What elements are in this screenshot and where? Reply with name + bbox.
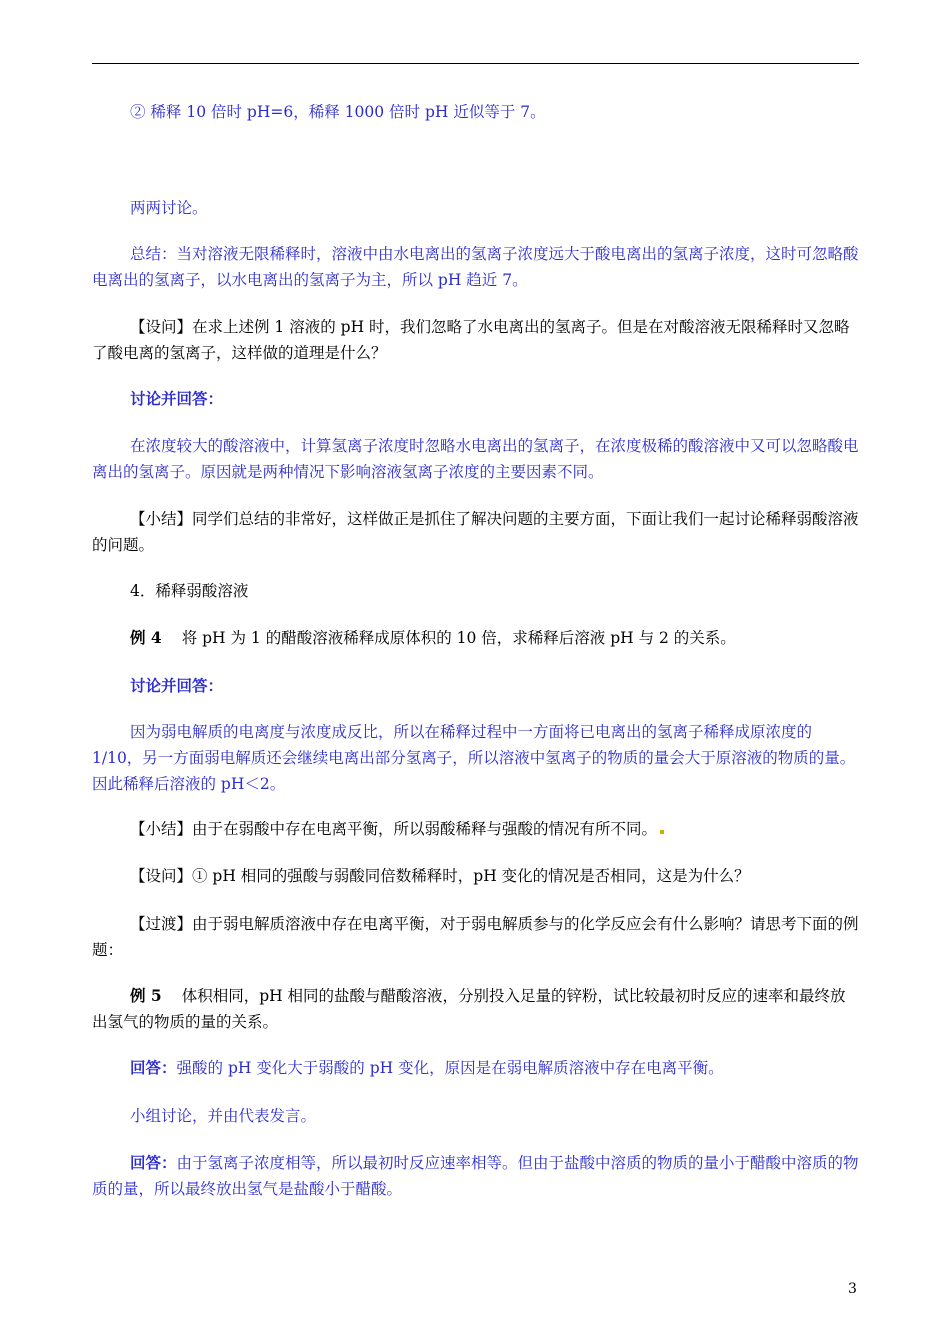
yellow-dot-mark xyxy=(660,830,664,834)
paragraph-group-discussion: 小组讨论，并由代表发言。 xyxy=(130,1107,317,1125)
paragraph-transition: 【过渡】由于弱电解质溶液中存在电离平衡，对于弱电解质参与的化学反应会有什么影响？请思考下面的例题： xyxy=(92,915,859,959)
heading-discuss-answer-2: 讨论并回答： xyxy=(130,676,224,695)
paragraph-brief-summary-2 xyxy=(92,816,859,842)
example-4-label: 例 4 xyxy=(130,628,162,647)
page-number: 3 xyxy=(848,1281,857,1297)
example-4-text: 将 pH 为 1 的醋酸溶液稀释成原体积的 10 倍，求稀释后溶液 pH 与 2 的关系。 xyxy=(181,629,736,647)
answer-1-label: 回答： xyxy=(130,1058,177,1077)
answer-2 xyxy=(92,1150,859,1202)
paragraph-brief-summary: 【小结】同学们总结的非常好，这样做正是抓住了解决问题的主要方面，下面让我们一起讨论稀释弱酸溶液的问题。 xyxy=(92,510,859,554)
example-5-label: 例 5 xyxy=(130,986,162,1005)
answer-2-text: 由于氢离子浓度相等，所以最初时反应速率相等。但由于盐酸中溶质的物质的量小于醋酸中溶质的物质的量，所以最终放出氢气是盐酸小于醋酸。 xyxy=(92,1154,859,1198)
answer-1-text: 强酸的 pH 变化大于弱酸的 pH 变化，原因是在弱电解质溶液中存在电离平衡。 xyxy=(176,1059,724,1077)
paragraph-answer: 在浓度较大的酸溶液中，计算氢离子浓度时忽略水电离出的氢离子，在浓度极稀的酸溶液中又可以忽略酸电离出的氢离子。原因就是两种情况下影响溶液氢离子浓度的主要因素不同。 xyxy=(92,437,859,481)
brief-summary-2-text: 【小结】由于在弱酸中存在电离平衡，所以弱酸稀释与强酸的情况有所不同。 xyxy=(130,820,658,838)
paragraph-dilution-result: ② 稀释 10 倍时 pH=6，稀释 1000 倍时 pH 近似等于 7。 xyxy=(130,103,546,121)
heading-discuss-answer: 讨论并回答： xyxy=(130,389,224,408)
paragraph-question: 【设问】在求上述例 1 溶液的 pH 时，我们忽略了水电离出的氢离子。但是在对酸溶液无限稀释时又忽略了酸电离的氢离子，这样做的道理是什么？ xyxy=(92,318,850,362)
answer-1 xyxy=(92,1055,859,1081)
answer-2-label: 回答： xyxy=(130,1153,177,1172)
paragraph-pair-discussion: 两两讨论。 xyxy=(130,199,208,217)
header-rule xyxy=(92,63,859,64)
example-4 xyxy=(92,625,859,651)
example-5 xyxy=(92,983,859,1035)
paragraph-question-2: 【设问】① pH 相同的强酸与弱酸同倍数稀释时，pH 变化的情况是否相同，这是为什么？ xyxy=(130,867,750,885)
paragraph-weak-acid-explanation: 因为弱电解质的电离度与浓度成反比，所以在稀释过程中一方面将已电离出的氢离子稀释成原浓度的 1/10，另一方面弱电解质还会继续电离出部分氢离子，所以溶液中氢离子的物质的量会大于原溶液的物质的量。因此稀释后溶液的 pH＜2。 xyxy=(92,723,856,793)
example-5-text: 体积相同，pH 相同的盐酸与醋酸溶液，分别投入足量的锌粉，试比较最初时反应的速率和最终放出氢气的物质的量的关系。 xyxy=(92,987,846,1031)
section-heading-weak-acid: 4．稀释弱酸溶液 xyxy=(130,582,249,600)
paragraph-summary: 总结：当对溶液无限稀释时，溶液中由水电离出的氢离子浓度远大于酸电离出的氢离子浓度，这时可忽略酸电离出的氢离子，以水电离出的氢离子为主，所以 pH 趋近 7。 xyxy=(92,245,859,289)
